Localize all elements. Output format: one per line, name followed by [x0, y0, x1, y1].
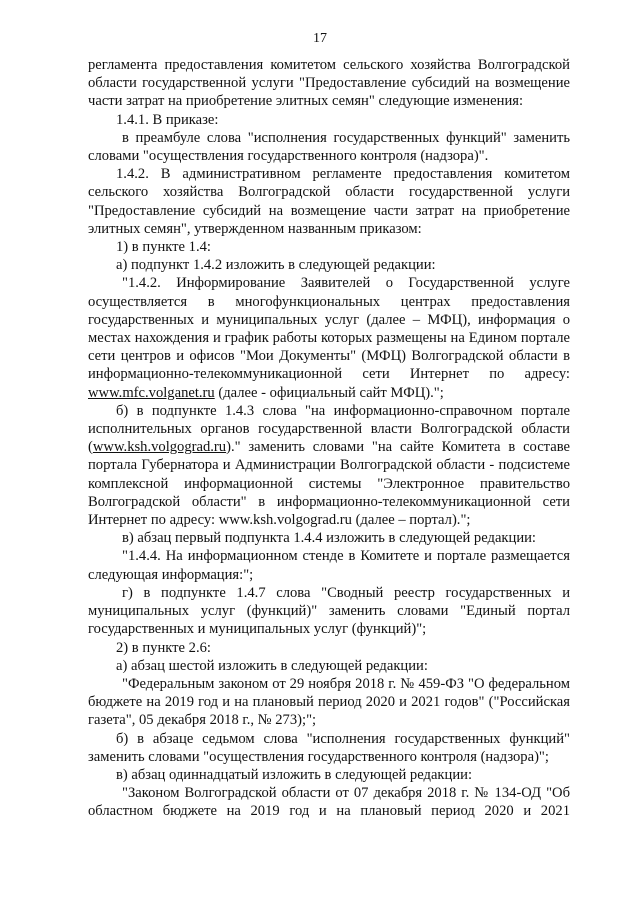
paragraph-item-1: 1) в пункте 1.4:	[116, 239, 211, 256]
mfc-link[interactable]: www.mfc.volganet.ru	[88, 384, 215, 401]
paragraph-quote-regional-law: "Законом Волгоградской области от 07 декабря 2018 г. № 134-ОД "Об областном бюджете на 2019 год и на плановый период 2020 и 2021	[88, 785, 570, 820]
paragraph-preamble: в преамбуле слова "исполнения государственных функций" заменить словами "осуществления государственного контроля (надзора)".	[88, 129, 570, 165]
paragraph-item-2b: б) в абзаце седьмом слова "исполнения государственных функций" заменить словами "осуществления государственного контроля (надзора)";	[88, 730, 570, 765]
paragraph-item-2v: в) абзац одиннадцатый изложить в следующей редакции:	[116, 766, 472, 783]
paragraph-item-b	[88, 402, 570, 529]
paragraph-item-v: в) абзац первый подпункта 1.4.4 изложить в следующей редакции:	[122, 530, 536, 547]
paragraph-1-4-1: 1.4.1. В приказе:	[116, 111, 219, 128]
item-b-tail: )." заменить словами "на сайте Комитета в составе портала Губернатора и Администрации Волгоградской области - подсистеме комплексной информационной системы "Электронное правительство Волгоградской области" в информационно-телекоммуникационной сети Интернет по адресу: www.ksh.volgograd.ru (далее – портал).";	[88, 439, 570, 529]
paragraph-item-2a: а) абзац шестой изложить в следующей редакции:	[116, 657, 428, 674]
paragraph-1-4-2: 1.4.2. В административном регламенте предоставления комитетом сельского хозяйства Волгоградской области государственной услуги "Предоставление субсидий на возмещение части затрат на приобретение элитных семян", утвержденном названным приказом:	[88, 166, 570, 237]
paragraph-item-g: г) в подпункте 1.4.7 слова "Сводный реестр государственных и муниципальных услуг (функций)" заменить словами "Единый портал государственных и муниципальных услуг (функций)";	[88, 584, 570, 638]
paragraph-quote-1-4-4: "1.4.4. На информационном стенде в Комитете и портале размещается следующая информация:";	[88, 548, 570, 583]
ksh-link[interactable]: www.ksh.volgograd.ru	[92, 439, 227, 456]
paragraph-intro: регламента предоставления комитетом сельского хозяйства Волгоградской области государственной услуги "Предоставление субсидий на возмещение части затрат на приобретение элитных семян" следующие изменения:	[88, 57, 570, 110]
quote-1-4-2-tail: (далее - официальный сайт МФЦ).";	[218, 384, 444, 401]
paragraph-item-a: а) подпункт 1.4.2 изложить в следующей редакции:	[116, 257, 436, 274]
quote-1-4-2-text: "1.4.2. Информирование Заявителей о Государственной услуге осуществляется в многофункциональных центрах предоставления государственных и муниципальных услуг (далее – МФЦ), информация о местах нахождения и график работы которых размещены на Едином портале сети центров и офисов "Мои Документы" (МФЦ) Волгоградской области в информационно-телекоммуникационной сети Интернет по адресу:	[88, 275, 570, 383]
paragraph-quote-federal-law: "Федеральным законом от 29 ноября 2018 г. № 459-ФЗ "О федеральном бюджете на 2019 год и на плановый период 2020 и 2021 годов" ("Российская газета", 05 декабря 2018 г., № 273);";	[88, 675, 570, 729]
page-number: 17	[313, 31, 327, 46]
paragraph-item-2: 2) в пункте 2.6:	[116, 639, 211, 656]
document-body	[88, 56, 570, 821]
item-b-text: б) в подпункте 1.4.3 слова "на информационно-справочном портале исполнительных органов государственной власти Волгоградской области (	[88, 402, 570, 456]
paragraph-quote-1-4-2	[88, 274, 570, 401]
